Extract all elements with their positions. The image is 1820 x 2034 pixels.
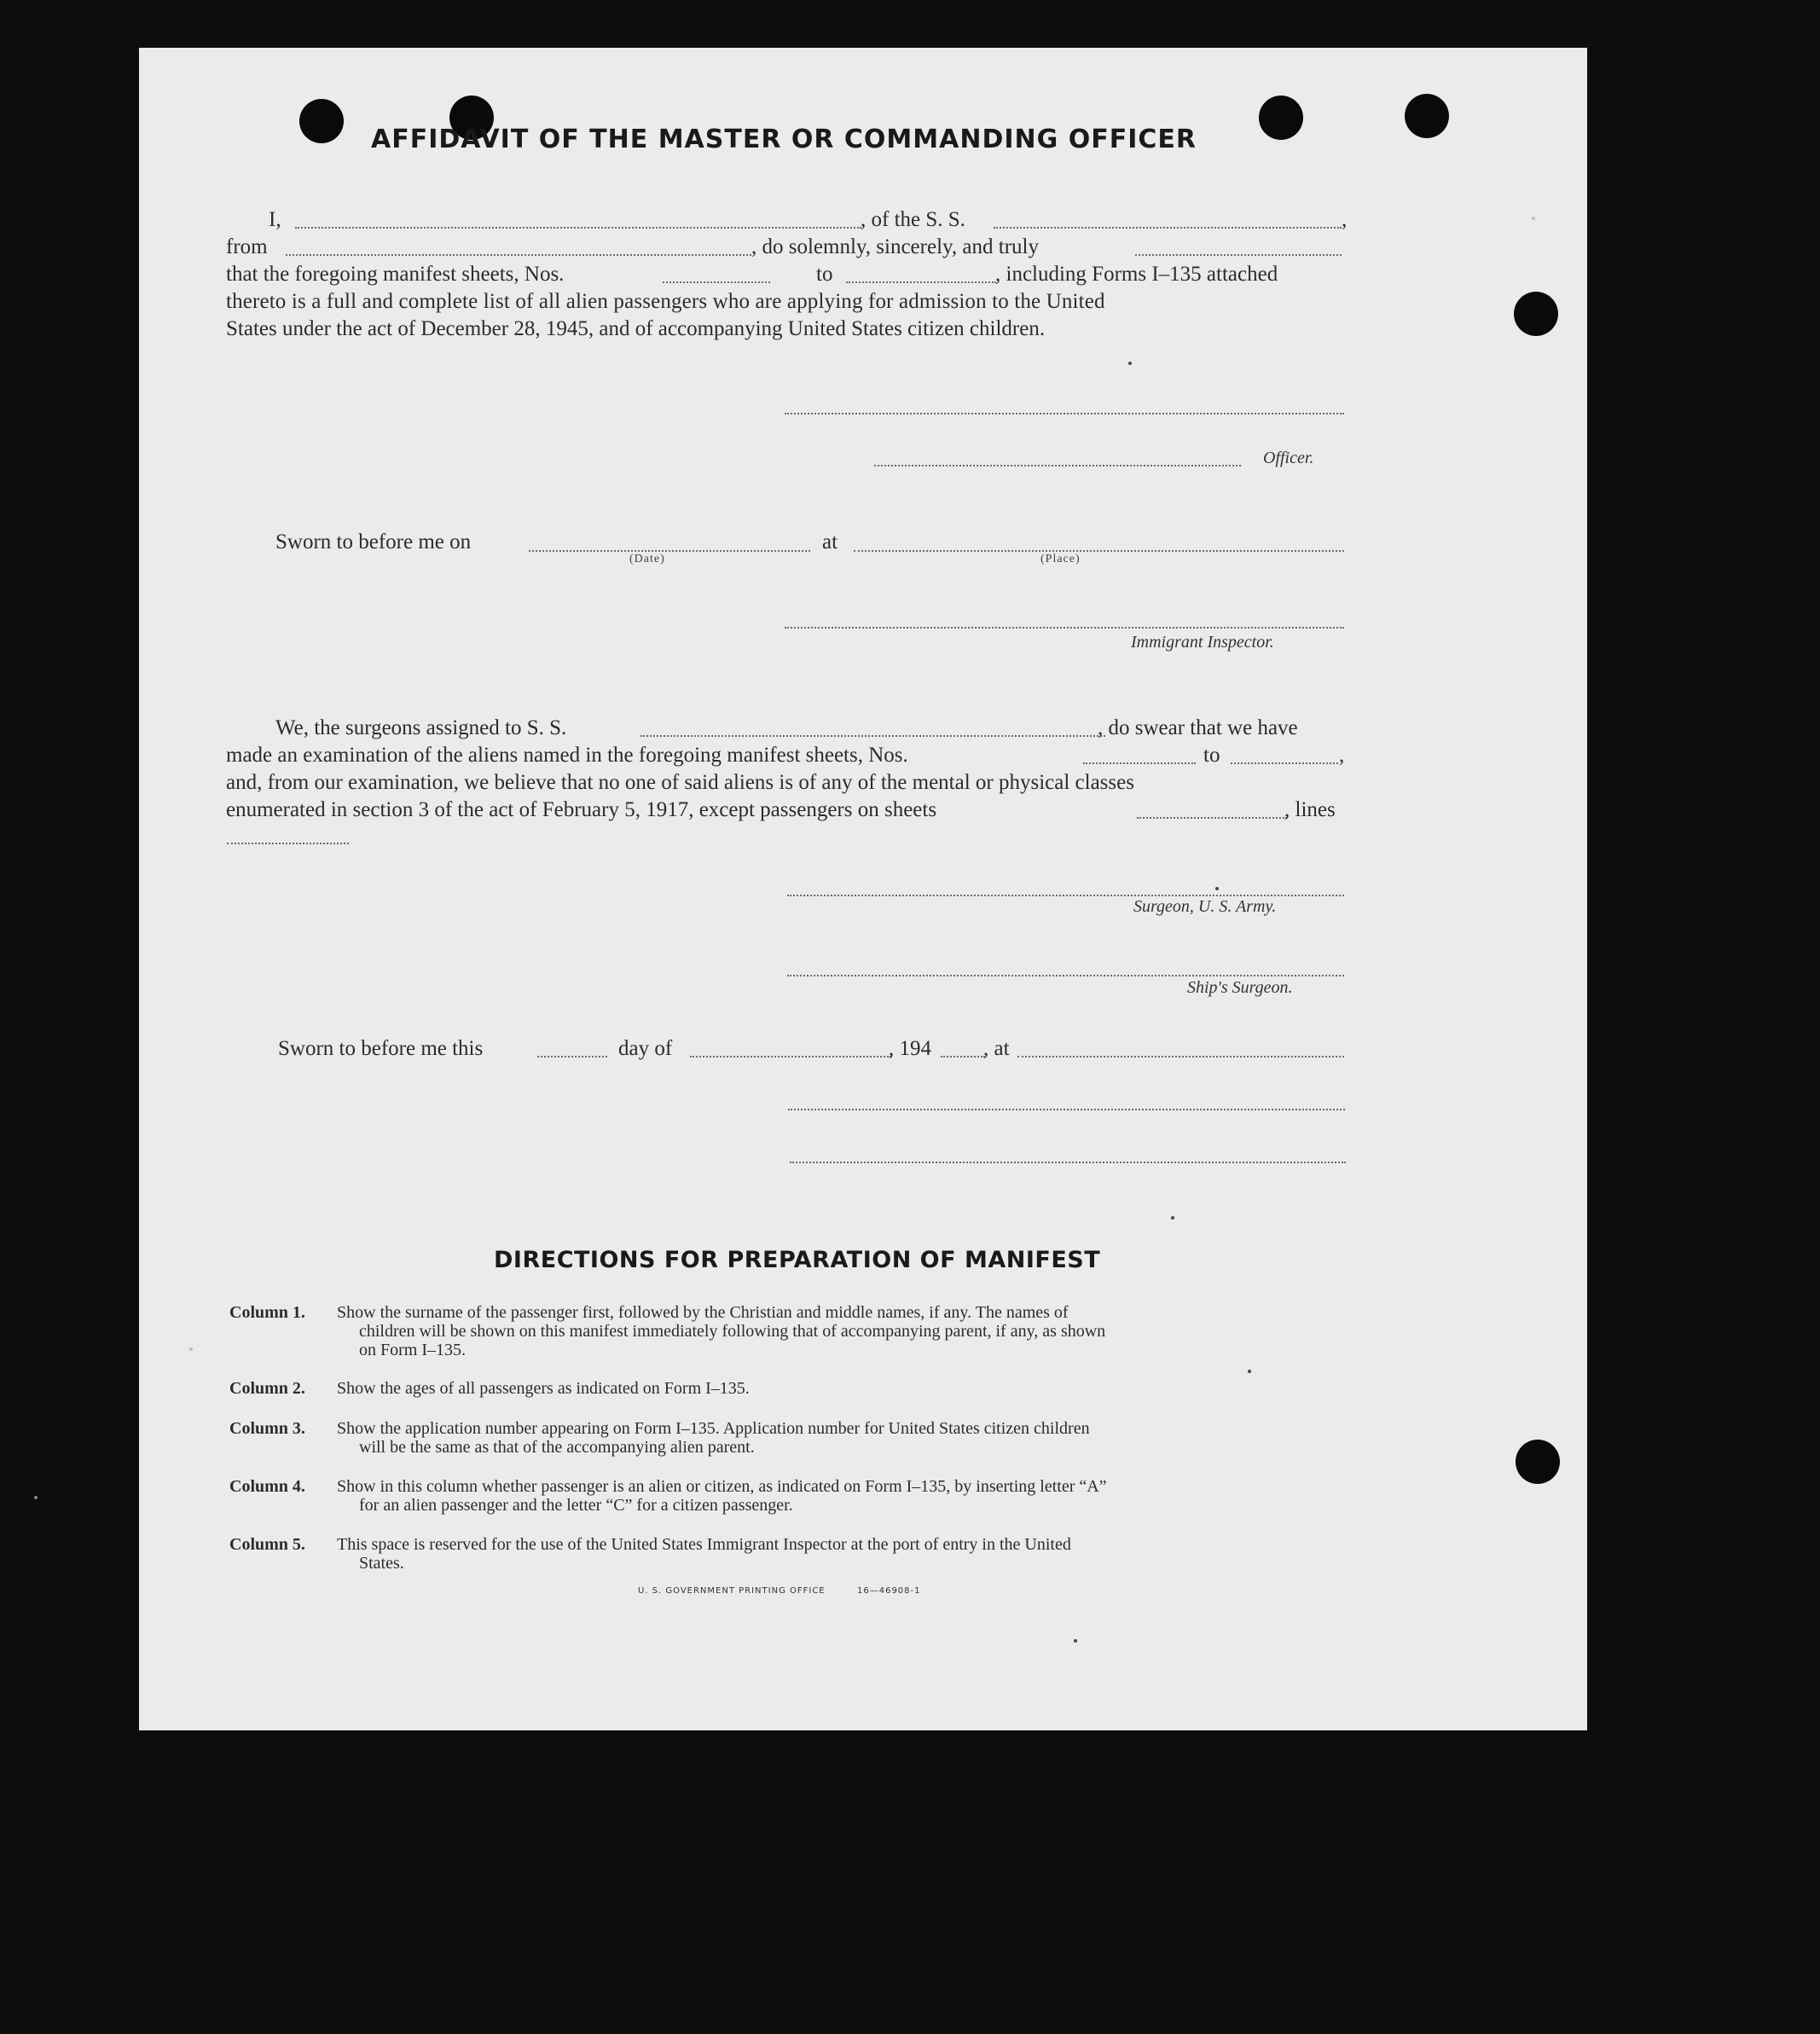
scan-speck bbox=[1074, 1639, 1077, 1643]
officer-label: Officer. bbox=[1263, 449, 1314, 467]
comma: , bbox=[1339, 744, 1345, 767]
column-1-label: Column 1. bbox=[229, 1303, 305, 1322]
sworn2-day-field[interactable] bbox=[537, 1056, 607, 1058]
column-3-line1: Show the application number appearing on Form I–135. Application number for United States citizen children bbox=[337, 1419, 1090, 1438]
scan-speck bbox=[1532, 217, 1535, 220]
ship-surgeon-signature-line[interactable] bbox=[787, 975, 1344, 976]
column-4-line1: Show in this column whether passenger is an alien or citizen, as indicated on Form I–135, by inserting letter “A” bbox=[337, 1477, 1107, 1496]
sworn2-text: Sworn to before me this bbox=[278, 1037, 484, 1060]
sworn2-at: , at bbox=[983, 1037, 1010, 1060]
master-name-field[interactable] bbox=[295, 227, 861, 229]
form-code: 16—46908-1 bbox=[857, 1586, 921, 1596]
column-2-label: Column 2. bbox=[229, 1379, 305, 1398]
ship-surgeon-label: Ship's Surgeon. bbox=[1187, 978, 1293, 997]
affidavit-title: AFFIDAVIT OF THE MASTER OR COMMANDING OFFICER bbox=[371, 125, 1197, 154]
column-4-label: Column 4. bbox=[229, 1477, 305, 1496]
surgeons-line3: and, from our examination, we believe that no one of said aliens is of any of the mental or physical classes bbox=[226, 771, 1134, 794]
form-page bbox=[139, 48, 1587, 1730]
signature-line-1[interactable] bbox=[788, 1109, 1345, 1110]
affidavit-from: from bbox=[226, 235, 268, 258]
surgeons-line1a: We, the surgeons assigned to S. S. bbox=[275, 716, 567, 739]
affidavit-i: I, bbox=[269, 208, 281, 231]
affidavit-solemnly: , do solemnly, sincerely, and truly bbox=[751, 235, 1039, 258]
from-port-field[interactable] bbox=[286, 254, 751, 256]
surgeons-sheets-from[interactable] bbox=[1083, 762, 1196, 764]
sworn-date-field[interactable] bbox=[529, 550, 810, 552]
column-2-line1: Show the ages of all passengers as indicated on Form I–135. bbox=[337, 1379, 750, 1398]
except-sheets-field[interactable] bbox=[1137, 817, 1287, 819]
column-3-line2: will be the same as that of the accompanying alien parent. bbox=[359, 1438, 755, 1457]
sworn1-at: at bbox=[822, 530, 838, 553]
sworn2-year-field[interactable] bbox=[941, 1056, 985, 1058]
affidavit-to: to bbox=[816, 263, 833, 286]
column-5-label: Column 5. bbox=[229, 1535, 305, 1554]
affidavit-line5: States under the act of December 28, 1945, and of accompanying United States citizen children. bbox=[226, 317, 1046, 340]
punch-hole bbox=[1514, 292, 1558, 336]
except-lines-field[interactable] bbox=[227, 843, 349, 844]
officer-signature-line[interactable] bbox=[785, 413, 1344, 414]
sworn-place-field[interactable] bbox=[854, 550, 1344, 552]
sworn2-year: , 194 bbox=[889, 1037, 931, 1060]
column-1-line2: children will be shown on this manifest immediately following that of accompanying parent, if any, as shown bbox=[359, 1322, 1106, 1341]
surgeons-line1b: , do swear that we have bbox=[1098, 716, 1298, 739]
officer-title-line[interactable] bbox=[874, 465, 1241, 466]
scan-speck bbox=[1171, 1216, 1174, 1220]
punch-hole bbox=[1405, 94, 1449, 138]
affidavit-sheets: that the foregoing manifest sheets, Nos. bbox=[226, 263, 565, 286]
scan-speck bbox=[1248, 1370, 1251, 1373]
scan-speck bbox=[34, 1496, 38, 1499]
army-surgeon-signature-line[interactable] bbox=[787, 895, 1344, 896]
army-surgeon-label: Surgeon, U. S. Army. bbox=[1133, 897, 1277, 916]
sheets-from-field[interactable] bbox=[663, 281, 770, 283]
surgeons-line4a: enumerated in section 3 of the act of February 5, 1917, except passengers on sheets bbox=[226, 798, 937, 821]
signature-line-2[interactable] bbox=[790, 1162, 1346, 1163]
sworn2-month-field[interactable] bbox=[690, 1056, 891, 1058]
column-1-line3: on Form I–135. bbox=[359, 1341, 466, 1359]
printer-credit: U. S. GOVERNMENT PRINTING OFFICE bbox=[638, 1586, 826, 1596]
column-3-label: Column 3. bbox=[229, 1419, 305, 1438]
inspector-signature-line[interactable] bbox=[785, 627, 1344, 629]
scan-speck bbox=[1128, 362, 1132, 365]
directions-title: DIRECTIONS FOR PREPARATION OF MANIFEST bbox=[494, 1247, 1101, 1273]
column-5-line2: States. bbox=[359, 1554, 404, 1573]
punch-hole bbox=[1516, 1440, 1560, 1484]
scan-speck bbox=[189, 1347, 193, 1351]
column-1-line1: Show the surname of the passenger first, followed by the Christian and middle names, if any. The names of bbox=[337, 1303, 1069, 1322]
ship-name-field[interactable] bbox=[994, 227, 1342, 229]
sworn2-dayof: day of bbox=[618, 1037, 673, 1060]
affidavit-including: , including Forms I–135 attached bbox=[995, 263, 1278, 286]
sworn1-text: Sworn to before me on bbox=[275, 530, 472, 553]
date-caption: (Date) bbox=[629, 553, 665, 565]
affidavit-line4: thereto is a full and complete list of all alien passengers who are applying for admission to the United bbox=[226, 290, 1105, 313]
surgeons-ship-field[interactable] bbox=[640, 735, 1105, 737]
punch-hole bbox=[299, 99, 344, 143]
sheets-to-field[interactable] bbox=[846, 281, 996, 283]
surgeons-sheets-to[interactable] bbox=[1231, 762, 1338, 764]
scan-speck bbox=[1215, 887, 1219, 890]
sworn2-place-field[interactable] bbox=[1017, 1056, 1344, 1058]
column-4-line2: for an alien passenger and the letter “C” for a citizen passenger. bbox=[359, 1496, 793, 1515]
punch-hole bbox=[1259, 96, 1303, 140]
place-caption: (Place) bbox=[1040, 553, 1081, 565]
comma: , bbox=[1342, 208, 1348, 231]
affidavit-ss: , of the S. S. bbox=[861, 208, 965, 231]
surgeons-line2a: made an examination of the aliens named in the foregoing manifest sheets, Nos. bbox=[226, 744, 908, 767]
column-5-line1: This space is reserved for the use of the United States Immigrant Inspector at the port of entry in the United bbox=[337, 1535, 1071, 1554]
surgeons-to: to bbox=[1203, 744, 1220, 767]
inspector-label: Immigrant Inspector. bbox=[1131, 633, 1274, 652]
surgeons-lines: , lines bbox=[1284, 798, 1336, 821]
oath-field[interactable] bbox=[1135, 254, 1342, 256]
